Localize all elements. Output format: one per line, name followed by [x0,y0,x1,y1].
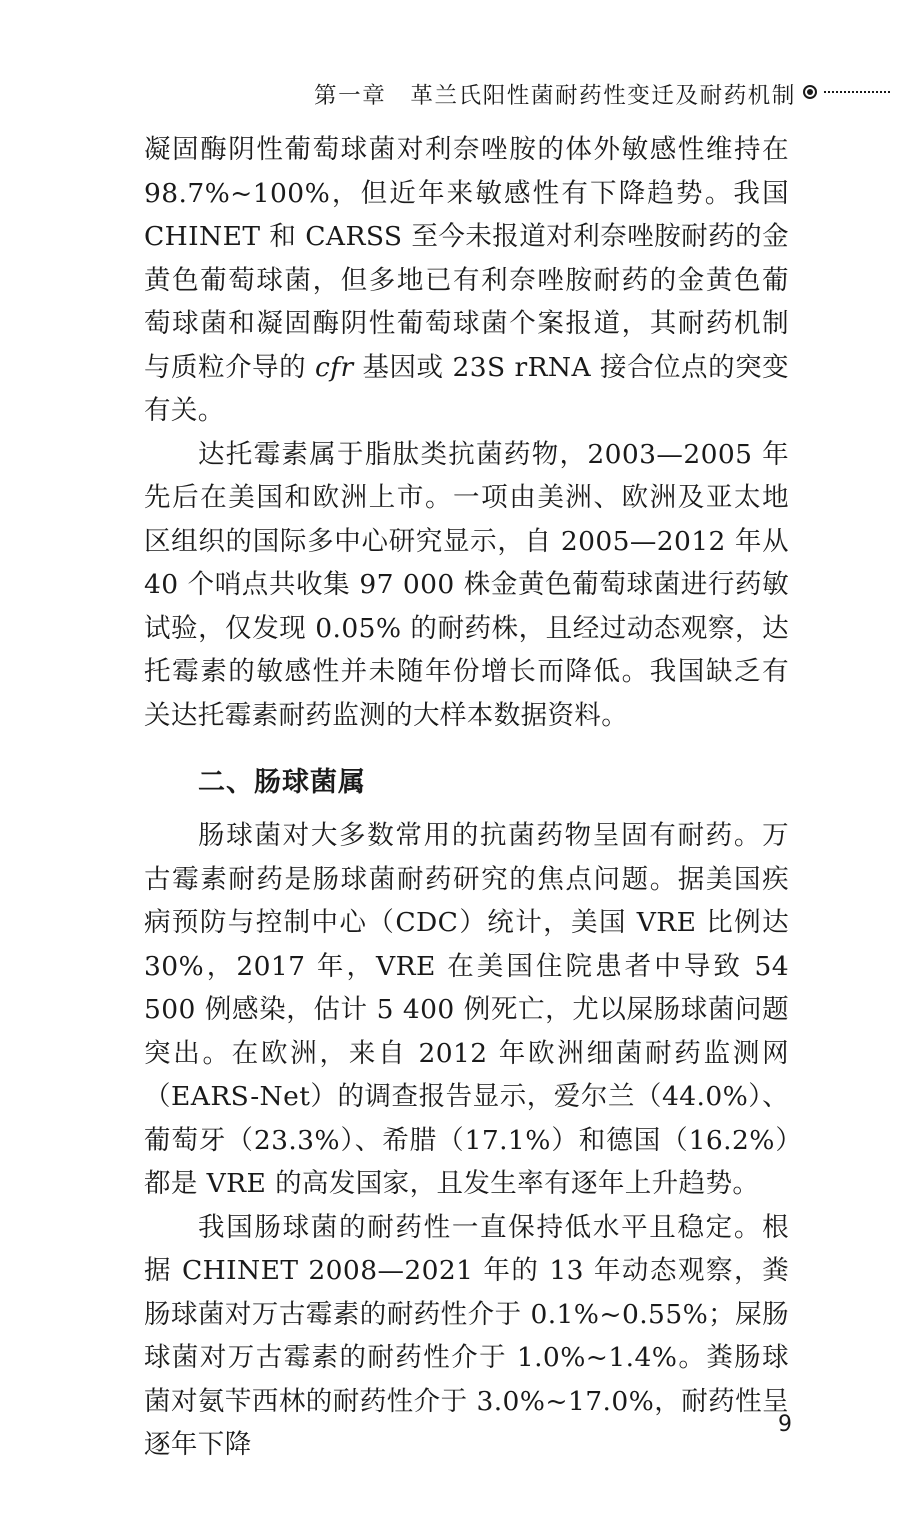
paragraph-daptomycin: 达托霉素属于脂肽类抗菌药物，2003—2005 年先后在美国和欧洲上市。一项由美洲、欧洲及亚太地区组织的国际多中心研究显示，自 2005—2012 年从 40 个哨点共收集 97 000 株金黄色葡萄球菌进行药敏试验，仅发现 0.05% 的耐药株，且经过动态观察，达托霉素的敏感性并未随年份增长而降低。我国缺乏有关达托霉素耐药监测的大样本数据资料。 [144,438,789,731]
page-number: 9 [778,1412,792,1437]
bullseye-icon [803,85,817,99]
header-dotted-rule [824,91,890,93]
paragraph-text: 基因或 23S rRNA 接合位点的突变有关。 [144,351,789,426]
gene-name-italic: cfr [315,351,354,383]
paragraph-enterococcus-china: 我国肠球菌的耐药性一直保持低水平且稳定。根据 CHINET 2008—2021 年的 13 年动态观察，粪肠球菌对万古霉素的耐药性介于 0.1%~0.55%；屎肠球菌对万古霉素的耐药性介于 1.0%~1.4%。粪肠球菌对氨苄西林的耐药性介于 3.0%~17.0%，耐药性呈逐年下降 [144,1211,789,1460]
paragraph-linezolid [144,128,789,433]
page-body [144,128,789,1467]
chapter-title: 第一章 革兰氏阳性菌耐药性变迁及耐药机制 [314,83,797,109]
paragraph-enterococcus-overview: 肠球菌对大多数常用的抗菌药物呈固有耐药。万古霉素耐药是肠球菌耐药研究的焦点问题。据美国疾病预防与控制中心（CDC）统计，美国 VRE 比例达 30%，2017 年，VRE 在美国住院患者中导致 54 500 例感染，估计 5 400 例死亡，尤以屎肠球菌问题突出。在欧洲，来自 2012 年欧洲细菌耐药监测网（EARS-Net）的调查报告显示，爱尔兰（44.0%）、葡萄牙（23.3%）、希腊（17.1%）和德国（16.2%）都是 VRE 的高发国家，且发生率有逐年上升趋势。 [144,820,789,1199]
running-header [300,76,890,112]
section-heading: 二、肠球菌属 [198,767,366,798]
paragraph-text: 凝固酶阴性葡萄球菌对利奈唑胺的体外敏感性维持在 98.7%~100%，但近年来敏感性有下降趋势。我国 CHINET 和 CARSS 至今未报道对利奈唑胺耐药的金黄色葡萄球菌，但多地已有利奈唑胺耐药的金黄色葡萄球菌和凝固酶阴性葡萄球菌个案报道，其耐药机制与质粒介导的 [144,134,789,383]
